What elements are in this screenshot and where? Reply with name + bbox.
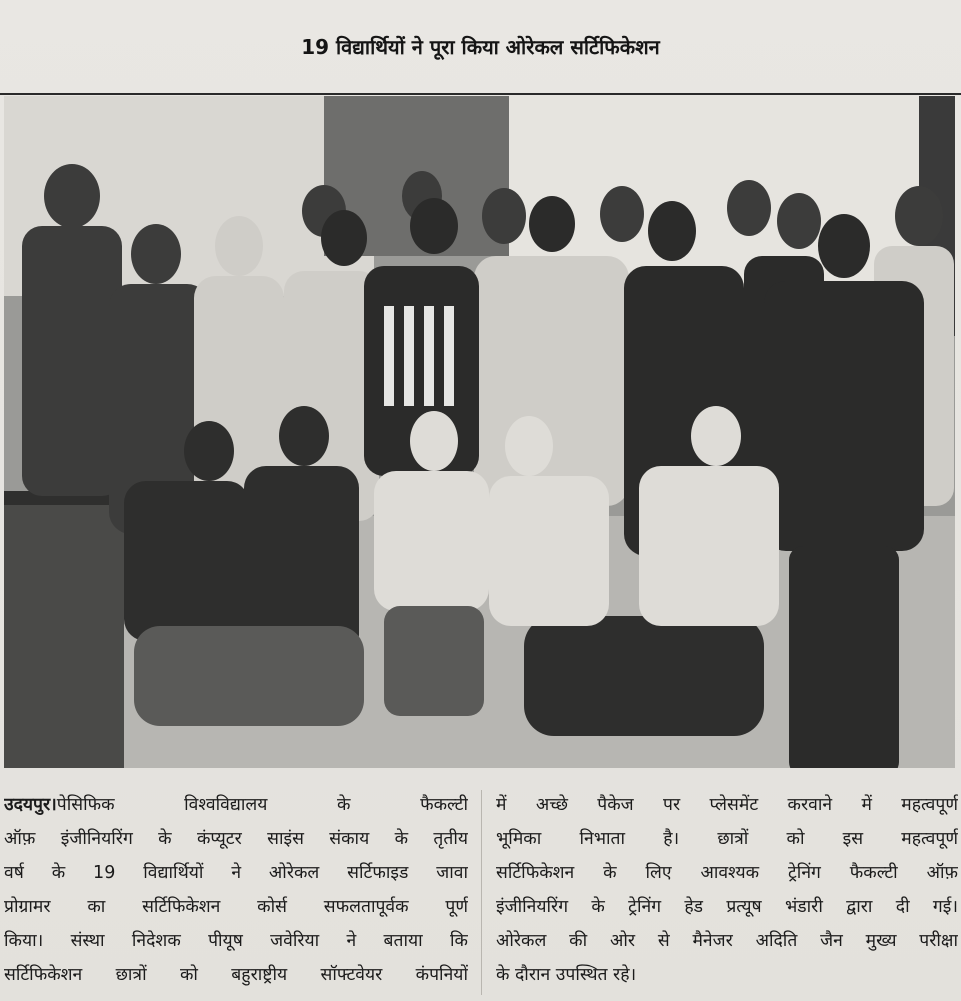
article-line: के दौरान उपस्थित रहे। <box>496 965 637 985</box>
article-line: इंजीनियरिंग के ट्रेनिंग हेड प्रत्यूष भंडारी द्वारा दी गई। <box>496 897 958 917</box>
dateline: उदयपुर। <box>4 795 57 815</box>
article-line: सर्टिफिकेशन के लिए आवश्यक ट्रेनिंग फैकल्टी ऑफ़ <box>496 863 958 883</box>
headline: 19 विद्यार्थियों ने पूरा किया ओरेकल सर्टिफिकेशन <box>301 34 660 59</box>
article-line: ओरेकल की ओर से मैनेजर अदिति जैन मुख्य परीक्षा <box>496 931 958 951</box>
headline-rule <box>0 93 961 95</box>
article-line <box>4 788 468 822</box>
article-line: प्रोग्रामर का सर्टिफिकेशन कोर्स सफलतापूर्वक पूर्ण <box>4 897 468 917</box>
group-photo-students-icon <box>4 96 955 768</box>
article-column-2 <box>496 788 958 998</box>
group-photo <box>4 96 955 768</box>
column-divider <box>481 790 482 995</box>
article-column-1 <box>4 788 468 998</box>
article-line: सर्टिफिकेशन छात्रों को बहुराष्ट्रीय सॉफ्टवेयर कंपनियों <box>4 965 468 985</box>
article-line: वर्ष के 19 विद्यार्थियों ने ओरेकल सर्टिफाइड जावा <box>4 863 468 883</box>
article-line: ऑफ़ इंजीनियरिंग के कंप्यूटर साइंस संकाय के तृतीय <box>4 829 468 849</box>
article-line: किया। संस्था निदेशक पीयूष जवेरिया ने बताया कि <box>4 931 468 951</box>
article-line-text: पेसिफिक विश्वविद्यालय के फैकल्टी <box>56 795 468 815</box>
article-line: भूमिका निभाता है। छात्रों को इस महत्वपूर्ण <box>496 829 958 849</box>
article-line: में अच्छे पैकेज पर प्लेसमेंट करवाने में महत्वपूर्ण <box>496 795 958 815</box>
